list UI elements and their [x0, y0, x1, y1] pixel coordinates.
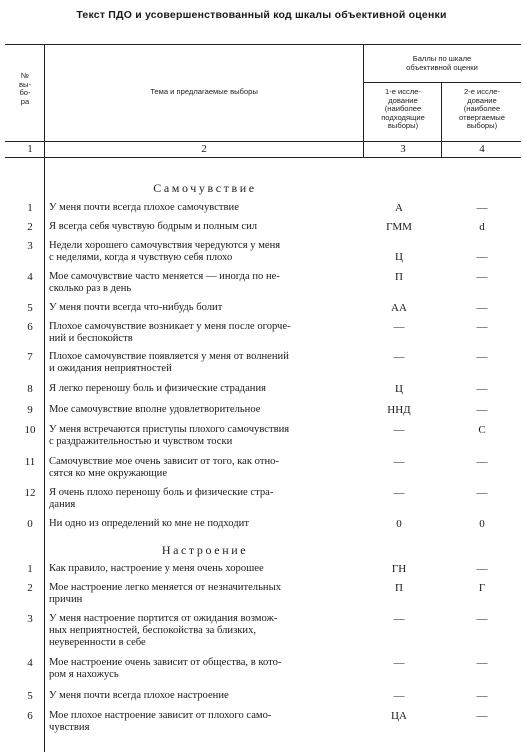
topic-col-divider — [363, 44, 364, 157]
row-text: Я легко переношу боль и физические страдания — [49, 383, 266, 394]
row-number: 3 — [27, 240, 33, 252]
num-column-header: № вы- бо- ра — [18, 71, 32, 106]
score-study1: — — [393, 351, 405, 363]
score-study1: 0 — [396, 518, 402, 530]
row-number: 3 — [27, 613, 33, 625]
topic-column-header: Тема и предлагаемые выборы — [150, 87, 258, 96]
row-number: 0 — [27, 518, 33, 530]
row-number: 10 — [24, 424, 36, 436]
score-study2: — — [476, 404, 488, 416]
score-study2: — — [476, 657, 488, 669]
column-number-2: 2 — [201, 143, 207, 155]
row-text: Ни одно из определений ко мне не подходит — [49, 518, 249, 529]
row-number: 5 — [27, 302, 33, 314]
score-study2: — — [476, 351, 488, 363]
row-number: 8 — [27, 383, 33, 395]
score-study1: ГММ — [386, 221, 412, 233]
score-study2: — — [476, 690, 488, 702]
score-study2: d — [479, 221, 485, 233]
row-number: 2 — [27, 221, 33, 233]
score-study1: ГН — [391, 563, 407, 575]
section-title-wellbeing: Самочувствие — [153, 181, 257, 195]
column-number-1: 1 — [27, 143, 33, 155]
study1-column-header: 1-е иссле- дование (наиболее подходящие выборы) — [381, 87, 425, 131]
row-number: 1 — [27, 202, 33, 214]
score-study2: — — [476, 271, 488, 283]
score-study1: Ц — [395, 251, 403, 263]
row-text: Мое настроение очень зависит от общества, в кото- ром я нахожусь — [49, 657, 282, 680]
score-study2: — — [476, 302, 488, 314]
score-study1: А — [395, 202, 403, 214]
row-text: У меня встречаются приступы плохого самочувствия с раздражительностью и чувством тоски — [49, 424, 290, 447]
row-text: Плохое самочувствие появляется у меня от волнений и ожидания неприятностей — [49, 351, 289, 374]
score-study1: — — [393, 487, 405, 499]
row-number: 7 — [27, 351, 33, 363]
score-study2: — — [476, 202, 488, 214]
column-number-4: 4 — [479, 143, 485, 155]
row-number: 11 — [24, 456, 36, 468]
row-text: Мое самочувствие часто меняется — иногда по не- сколько раз в день — [49, 271, 280, 294]
score-study2: — — [476, 383, 488, 395]
score-study2: — — [476, 487, 488, 499]
row-text: Как правило, настроение у меня очень хорошее — [49, 563, 264, 574]
score-study1: — — [393, 424, 405, 436]
row-text: У меня почти всегда что-нибудь болит — [49, 302, 223, 313]
score-study1: ЦА — [391, 710, 407, 722]
colnum-bottom-rule — [5, 157, 521, 158]
study-col-divider — [441, 82, 442, 157]
score-study1: П — [395, 582, 403, 594]
row-number: 2 — [27, 582, 33, 594]
study2-column-header: 2-е иссле- дование (наиболее отвергаемые выборы) — [459, 87, 505, 131]
row-text: У меня почти всегда плохое самочувствие — [49, 202, 239, 213]
score-study2: Г — [478, 582, 486, 594]
row-text: У меня почти всегда плохое настроение — [49, 690, 229, 701]
row-number: 4 — [27, 657, 33, 669]
section-title-mood: Настроение — [161, 543, 249, 557]
column-number-3: 3 — [400, 143, 406, 155]
row-text: Недели хорошего самочувствия чередуются у меня с неделями, когда я чувствую себя плохо — [49, 240, 281, 263]
score-study2: С — [478, 424, 486, 436]
num-col-divider — [44, 44, 45, 752]
score-study1: — — [393, 657, 405, 669]
score-study1: — — [393, 690, 405, 702]
page-title: Текст ПДО и усовершенствованный код шкалы объективной оценки — [76, 9, 447, 21]
row-number: 1 — [27, 563, 33, 575]
score-study1: П — [395, 271, 403, 283]
row-number: 9 — [27, 404, 33, 416]
header-bottom-rule — [5, 141, 521, 142]
row-text: Мое самочувствие вполне удовлетворительное — [49, 404, 261, 415]
score-group-rule — [363, 82, 521, 83]
row-number: 12 — [24, 487, 36, 499]
score-study2: — — [476, 251, 488, 263]
row-text: Плохое самочувствие возникает у меня после огорче- ний и беспокойств — [49, 321, 291, 344]
score-study2: — — [476, 563, 488, 575]
row-text: Мое настроение легко меняется от незначительных причин — [49, 582, 281, 605]
row-number: 6 — [27, 710, 33, 722]
score-study1: ННД — [387, 404, 411, 416]
row-number: 4 — [27, 271, 33, 283]
score-study2: — — [476, 321, 488, 333]
row-text: Самочувствие мое очень зависит от того, как отно- сятся ко мне окружающие — [49, 456, 279, 479]
score-study1: — — [393, 321, 405, 333]
row-text: Мое плохое настроение зависит от плохого само- чувствия — [49, 710, 272, 733]
row-number: 6 — [27, 321, 33, 333]
row-text: Я очень плохо переношу боль и физические стра- дания — [49, 487, 274, 510]
row-number: 5 — [27, 690, 33, 702]
score-group-header: Баллы по шкале объективной оценки — [406, 54, 478, 72]
score-study2: 0 — [479, 518, 485, 530]
row-text: Я всегда себя чувствую бодрым и полным сил — [49, 221, 258, 232]
score-study2: — — [476, 456, 488, 468]
score-study1: Ц — [395, 383, 403, 395]
row-text: У меня настроение портится от ожидания возмож- ных неприятностей, беспокойства за близких, неуверенности в себе — [49, 613, 278, 648]
score-study1: — — [393, 613, 405, 625]
score-study1: — — [393, 456, 405, 468]
score-study1: АА — [391, 302, 407, 314]
score-study2: — — [476, 710, 488, 722]
score-study2: — — [476, 613, 488, 625]
header-top-rule — [5, 44, 521, 45]
